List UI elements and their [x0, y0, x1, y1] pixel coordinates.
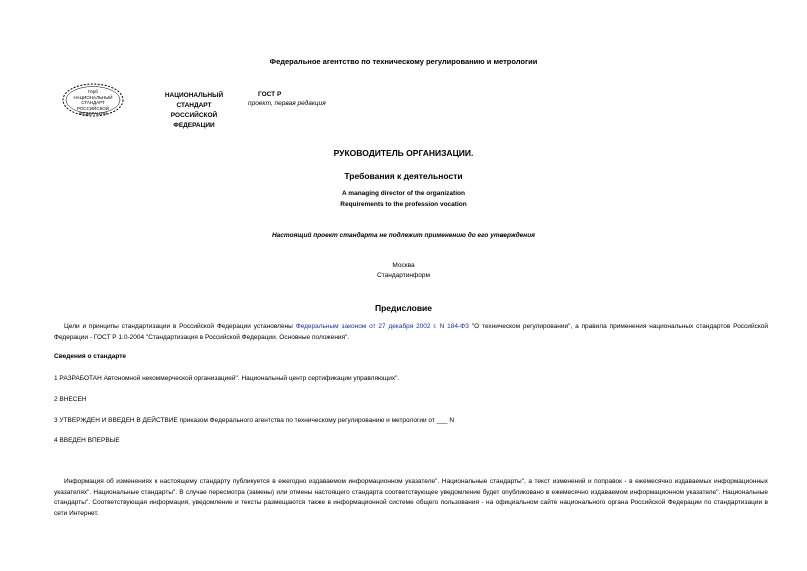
- info-paragraph: Информация об изменениях к настоящему стандарту публикуется в ежегодно издаваемом информационном указателе". Национальные стандарты", а текст изменений и поправок - в ежемесячно издаваемых информационных указателях". Национальные стандарты". В случае пересмотра (замены) или отмены настоящего стандарта соответствующее уведомление будет опубликовано в ежемесячно издаваемом информационном указателе". Национальные стандарты". Соответствующая информация, уведомление и тексты размещаются также в информационной системе общего пользования - на официальном сайте национального органа Российской Федерации по стандартизации в сети Интернет.: [54, 478, 768, 517]
- national-standard-label: [150, 91, 238, 131]
- national-standard-line: ФЕДЕРАЦИИ: [173, 122, 215, 129]
- item-approved: 3 УТВЕРЖДЕН И ВВЕДЕН В ДЕЙСТВИЕ приказом Федерального агентства по техническому регулированию и метрологии от ___ N: [54, 417, 455, 424]
- preface-text: Цели и принципы стандартизации в Российской Федерации установлены: [64, 323, 296, 330]
- seal-line: ФЕДЕРАЦИИ: [79, 111, 107, 116]
- english-subtitle: Requirements to the profession vocation: [340, 201, 467, 208]
- item-first: 4 ВВЕДЕН ВПЕРВЫЕ: [54, 437, 120, 444]
- item-introduced: 2 ВНЕСЕН: [54, 396, 87, 403]
- item-developed: 1 РАЗРАБОТАН Автономной некоммерческой организацией". Национальный центр сертификации управляющих".: [54, 375, 400, 382]
- national-standard-line: РОССИЙСКОЙ: [170, 112, 218, 119]
- english-title: A managing director of the organization: [342, 190, 465, 197]
- document-subtitle: Требования к деятельности: [344, 171, 463, 181]
- seal-line: СТАНДАРТ: [81, 100, 105, 105]
- seal-line: РОССИЙСКОЙ: [77, 105, 109, 111]
- preface-paragraph: [54, 322, 768, 343]
- standard-info-heading: Сведения о стандарте: [54, 353, 127, 360]
- seal-text: [66, 89, 120, 117]
- document-title: РУКОВОДИТЕЛЬ ОРГАНИЗАЦИИ.: [333, 148, 474, 158]
- federal-law-link[interactable]: Федеральным законом от 27 декабря 2002 г. N 184-ФЗ: [295, 323, 469, 330]
- draft-notice: Настоящий проект стандарта не подлежит применению до его утверждения: [271, 232, 535, 239]
- preface-heading: Предисловие: [374, 303, 433, 313]
- agency-name: Федеральное агентство по техническому регулированию и метрологии: [269, 57, 538, 66]
- city: Москва: [392, 262, 415, 269]
- seal-line: НАЦИОНАЛЬНЫЙ: [73, 94, 113, 100]
- seal-line: Герб: [88, 89, 98, 94]
- gost-label: ГОСТ Р: [258, 91, 282, 98]
- national-standard-line: НАЦИОНАЛЬНЫЙ: [164, 92, 224, 99]
- draft-label: проект, первая редакция: [248, 100, 326, 107]
- national-standard-line: СТАНДАРТ: [176, 102, 212, 109]
- publisher: Стандартинформ: [377, 272, 430, 279]
- preface-text-end: "О техническом регулировании", а правила применения национальных стандартов Российской Федерации - ГОСТ Р 1.0-2004 "Стандартизация в Российской Федерации. Основные положения".: [54, 323, 768, 341]
